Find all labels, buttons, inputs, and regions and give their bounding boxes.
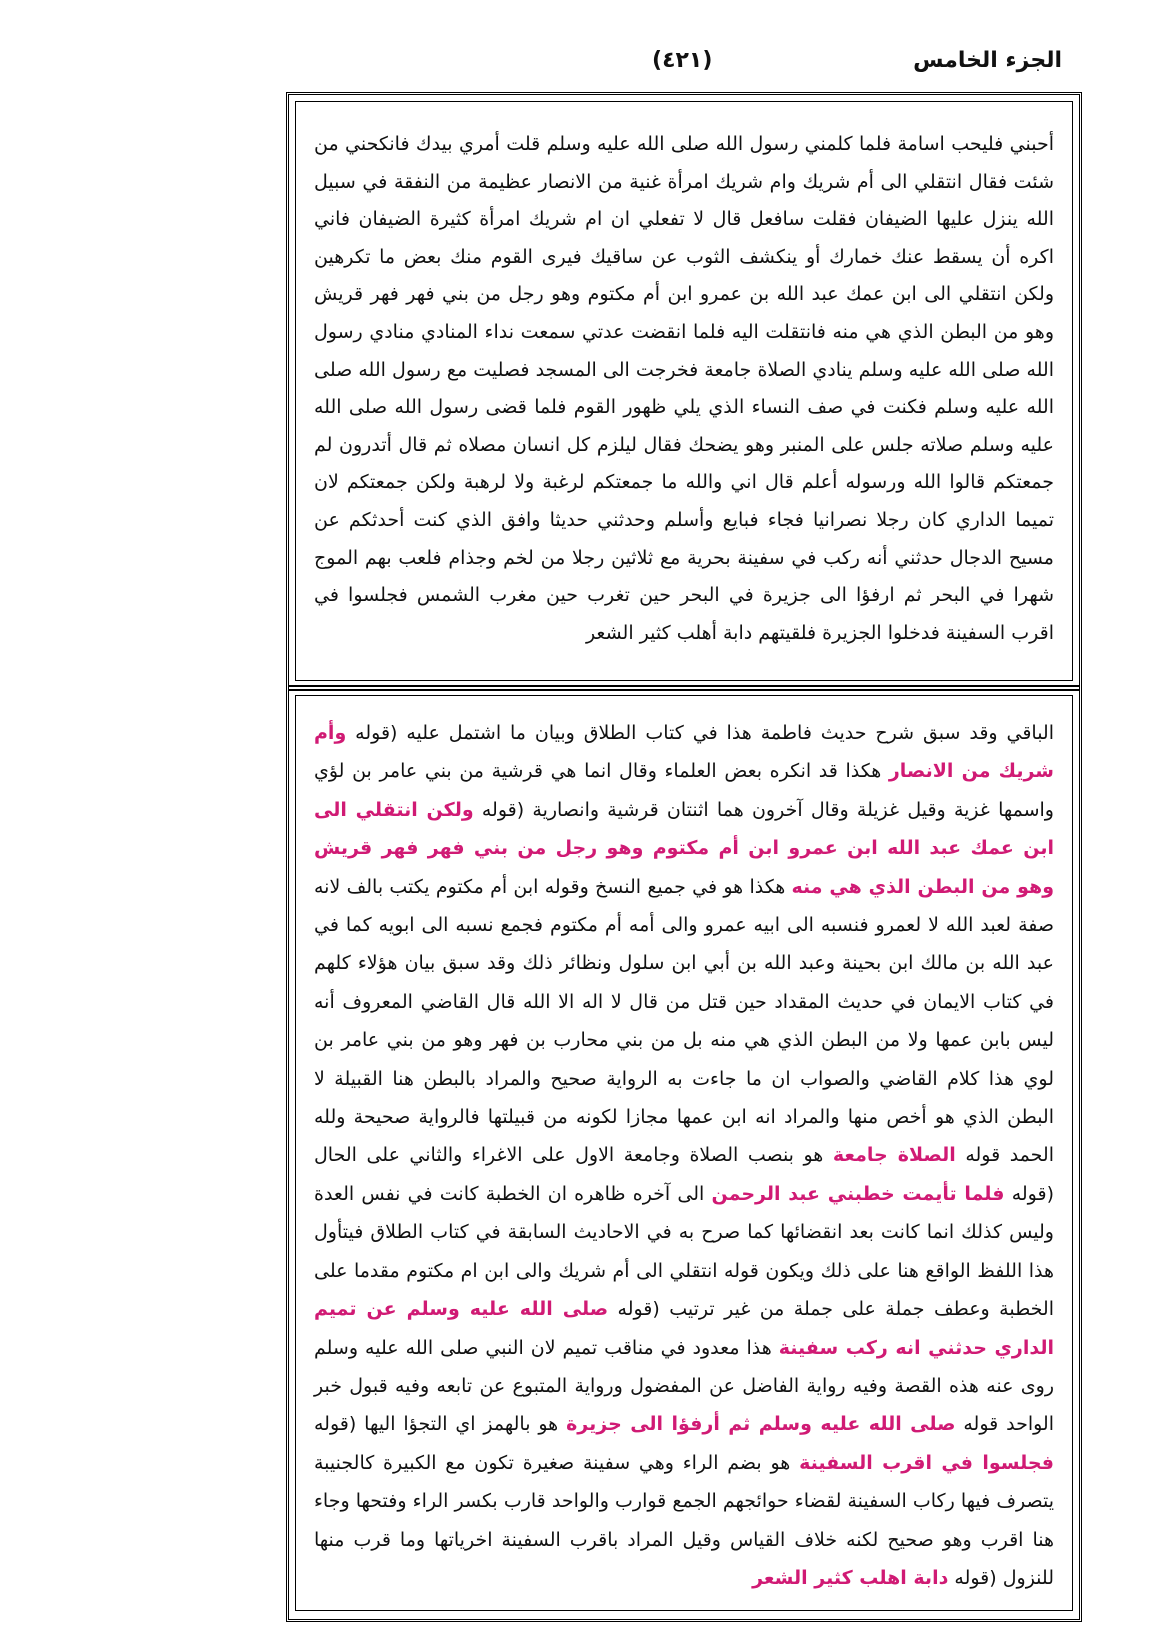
- quoted-matn-highlight: فجلسوا في اقرب السفينة: [799, 1451, 1054, 1474]
- commentary-segment: هو بضم الراء وهي سفينة صغيرة تكون مع الكبيرة كالجنيبة يتصرف فيها ركاب السفينة لقضاء حوائجهم الجمع قوارب والواحد قارب بكسر الراء وفتحها وجاء هنا اقرب وهو صحيح لكنه خلاف القياس وقيل المراد باقرب السفينة اخرياتها وما قرب منها للنزول (قوله: [314, 1451, 1054, 1589]
- page-frame: [286, 92, 1082, 1622]
- commentary-segment: الباقي وقد سبق شرح حديث فاطمة هذا في كتاب الطلاق وبيان ما اشتمل عليه (قوله: [346, 722, 1054, 744]
- commentary-segment: هو بالهمز اي التجؤا اليها (قوله: [314, 1413, 567, 1436]
- page-header: [282, 44, 1086, 88]
- commentary-segment: الى آخره ظاهره ان الخطبة كانت في نفس العدة وليس كذلك انما كانت بعد انقضائها كما صرح به في الاحاديث السابقة في كتاب الطلاق فيتأول هذا اللفظ الواقع هنا على ذلك ويكون قوله انتقلي الى أم شريك والى ابن ام مكتوم مقدما على الخطبة وعطف جملة على جملة من غير ترتيب (قوله: [314, 1182, 1054, 1321]
- commentary-text: [314, 714, 1054, 1597]
- volume-title: الجزء الخامس: [913, 48, 1062, 73]
- quoted-matn-highlight: الصلاة جامعة: [832, 1144, 956, 1167]
- quoted-matn-highlight: صلى الله عليه وسلم ثم أرفؤا الى جزيرة: [566, 1413, 956, 1436]
- commentary-segment: هو بنصب الصلاة وجامعة الاول على الاغراء والثاني على الحال (قوله: [314, 1144, 1054, 1205]
- commentary-segment: هذا معدود في مناقب تميم لان النبي صلى الله عليه وسلم روى عنه هذه القصة وفيه رواية الفاضل عن المفضول ورواية المتبوع عن تابعه وفيه قبول خبر الواحد قوله: [314, 1336, 1054, 1436]
- section-divider: [289, 685, 1079, 691]
- hadith-box: [295, 101, 1073, 681]
- quoted-matn-highlight: ولكن انتقلي الى ابن عمك عبد الله ابن عمرو ابن أم مكتوم وهو رجل من بني فهر فهر قريش وهو من البطن الذي هي منه: [314, 798, 1054, 898]
- quoted-matn-highlight: صلى الله عليه وسلم عن تميم الداري حدثني انه ركب سفينة: [314, 1298, 1054, 1359]
- page-number: (٤٢١): [652, 48, 713, 73]
- commentary-segment: هكذا هو في جميع النسخ وقوله ابن أم مكتوم يكتب بالف لانه صفة لعبد الله لا لعمرو فنسبه الى ابيه عمرو والى أمه أم مكتوم فجمع نسبه الى ابويه كما في عبد الله بن مالك ابن بحينة وعبد الله بن أبي ابن سلول ونظائر ذلك وقد سبق بيان هؤلاء كلهم في كتاب الايمان في حديث المقداد حين قتل من قال لا اله الا الله قال القاضي المعروف أنه ليس بابن عمها ولا من البطن الذي هي منه بل من بني محارب بن فهر وهو من بني عامر بن لوي هذا كلام القاضي والصواب ان ما جاءت به الرواية صحيح والمراد بالبطن هنا القبيلة لا البطن الذي هو أخص منها والمراد انه ابن عمها مجازا لكونه من قبيلتها فالرواية صحيحة ولله الحمد قوله: [314, 875, 1054, 1167]
- quoted-matn-highlight: وأم شريك من الانصار: [314, 722, 1054, 783]
- quoted-matn-highlight: دابة اهلب كثير الشعر: [752, 1566, 949, 1589]
- commentary-segment: هكذا قد انكره بعض العلماء وقال انما هي قرشية من بني عامر بن لؤي واسمها غزية وقيل غزيلة وقال آخرون هما اثنتان قرشية وانصارية (قوله: [314, 760, 1054, 821]
- hadith-text: أحبني فليحب اسامة فلما كلمني رسول الله صلى الله عليه وسلم قلت أمري بيدك فانكحني من شئت فقال انتقلي الى أم شريك وام شريك امرأة غنية من الانصار عظيمة من النفقة في سبيل الله ينزل عليها الضيفان فقلت سافعل قال لا تفعلي ان ام شريك امرأة كثيرة الضيفان فاني اكره أن يسقط عنك خمارك أو ينكشف الثوب عن ساقيك فيرى القوم منك بعض ما تكرهين ولكن انتقلي الى ابن عمك عبد الله بن عمرو ابن أم مكتوم وهو رجل من بني فهر فهر قريش وهو من البطن الذي هي منه فانتقلت اليه فلما انقضت عدتي سمعت نداء المنادي منادي رسول الله صلى الله عليه وسلم ينادي الصلاة جامعة فخرجت الى المسجد فصليت مع رسول الله صلى الله عليه وسلم فكنت في صف النساء الذي يلي ظهور القوم فلما قضى رسول الله صلى الله عليه وسلم صلاته جلس على المنبر وهو يضحك فقال ليلزم كل انسان مصلاه ثم قال أتدرون لم جمعتكم قالوا الله ورسوله أعلم قال اني والله ما جمعتكم لرغبة ولا لرهبة ولكن جمعتكم لان تميما الداري كان رجلا نصرانيا فجاء فبايع وأسلم وحدثني حديثا وافق الذي كنت أحدثكم عن مسيح الدجال حدثني أنه ركب في سفينة بحرية مع ثلاثين رجلا من لخم وجذام فلعب بهم الموج شهرا في البحر ثم ارفؤا الى جزيرة في البحر حين تغرب حين مغرب الشمس فجلسوا في اقرب السفينة فدخلوا الجزيرة فلقيتهم دابة أهلب كثير الشعر: [314, 133, 1054, 644]
- commentary-box: [295, 695, 1073, 1611]
- quoted-matn-highlight: فلما تأيمت خطبني عبد الرحمن: [711, 1182, 1005, 1205]
